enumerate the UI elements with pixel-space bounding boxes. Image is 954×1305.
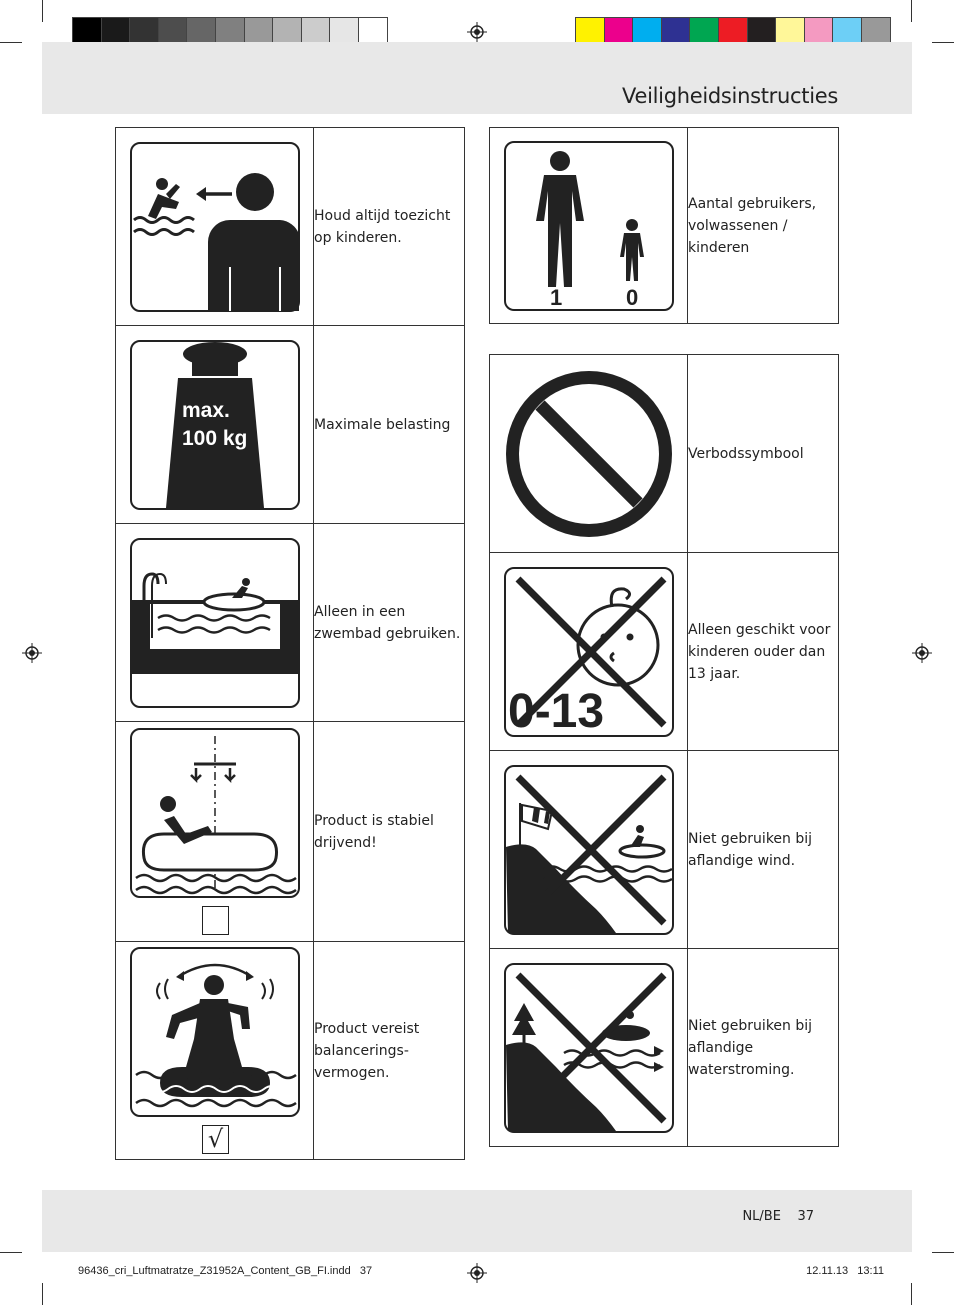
svg-text:0: 0 bbox=[626, 285, 639, 310]
svg-text:1: 1 bbox=[550, 285, 563, 310]
table-row bbox=[490, 355, 839, 553]
crop-mark bbox=[0, 1252, 22, 1253]
crop-mark bbox=[42, 0, 43, 22]
symbol-description: Alleen geschikt voor kinderen ouder dan 13 jaar. bbox=[688, 553, 839, 751]
svg-text:max.: max. bbox=[182, 399, 230, 422]
registration-mark-icon bbox=[467, 1263, 487, 1283]
symbol-description: Niet gebruiken bij aflandige wind. bbox=[688, 751, 839, 949]
crop-mark bbox=[911, 0, 912, 22]
table-row bbox=[490, 553, 839, 751]
symbol-cell bbox=[116, 524, 314, 722]
checked-box: √ bbox=[202, 1125, 229, 1154]
table-row bbox=[490, 128, 839, 324]
no-offshore-wind-icon bbox=[504, 765, 674, 935]
symbol-cell bbox=[116, 326, 314, 524]
crop-mark bbox=[932, 1252, 954, 1253]
safety-symbols-table-right-top bbox=[489, 127, 839, 324]
svg-text:0-13: 0-13 bbox=[508, 685, 605, 737]
swimming-pool-icon bbox=[130, 538, 300, 708]
symbol-cell bbox=[490, 751, 688, 949]
safety-symbols-table-left bbox=[115, 127, 465, 1160]
page-number: NL/BE 37 bbox=[742, 1209, 814, 1224]
symbol-description: Niet gebruiken bij aflandige waterstroming. bbox=[688, 949, 839, 1147]
table-row bbox=[490, 949, 839, 1147]
symbol-description: Alleen in een zwembad gebruiken. bbox=[314, 524, 465, 722]
symbol-cell bbox=[490, 553, 688, 751]
table-row bbox=[116, 128, 465, 326]
symbol-cell bbox=[490, 949, 688, 1147]
symbol-description: Maximale belasting bbox=[314, 326, 465, 524]
table-row bbox=[490, 751, 839, 949]
registration-mark-icon bbox=[22, 643, 42, 663]
users-adult-child-icon bbox=[504, 141, 674, 311]
slug-filename: 96436_cri_Luftmatratze_Z31952A_Content_GB_FI.indd 37 bbox=[78, 1265, 373, 1277]
safety-symbols-table-right-bottom bbox=[489, 354, 839, 1147]
symbol-description: Verbodssymbool bbox=[688, 355, 839, 553]
crop-mark bbox=[42, 1283, 43, 1305]
symbol-cell bbox=[116, 722, 314, 942]
supervise-children-icon bbox=[130, 142, 300, 312]
balance-required-icon bbox=[130, 947, 300, 1117]
crop-mark bbox=[932, 42, 954, 43]
unchecked-box bbox=[202, 906, 229, 935]
symbol-description: Aantal gebruikers, volwassenen / kinderen bbox=[688, 128, 839, 324]
age-0-13-warning-icon bbox=[504, 567, 674, 737]
symbol-cell bbox=[116, 128, 314, 326]
page-title: Veiligheidsinstructies bbox=[622, 84, 838, 108]
svg-text:100 kg: 100 kg bbox=[182, 427, 248, 450]
table-row bbox=[116, 524, 465, 722]
symbol-cell bbox=[490, 128, 688, 324]
crop-mark bbox=[0, 42, 22, 43]
slug-date: 12.11.13 13:11 bbox=[806, 1265, 884, 1277]
crop-mark bbox=[911, 1283, 912, 1305]
no-offshore-current-icon bbox=[504, 963, 674, 1133]
symbol-description: Houd altijd toezicht op kinderen. bbox=[314, 128, 465, 326]
registration-mark-icon bbox=[912, 643, 932, 663]
symbol-cell bbox=[490, 355, 688, 553]
table-row bbox=[116, 326, 465, 524]
prohibition-symbol-icon bbox=[504, 369, 674, 539]
stable-floating-icon bbox=[130, 728, 300, 898]
table-row bbox=[116, 942, 465, 1160]
table-row bbox=[116, 722, 465, 942]
max-load-icon bbox=[130, 340, 300, 510]
symbol-cell bbox=[116, 942, 314, 1160]
symbol-description: Product is stabiel drijvend! bbox=[314, 722, 465, 942]
registration-mark-icon bbox=[467, 22, 487, 42]
symbol-description: Product vereist balancerings-vermogen. bbox=[314, 942, 465, 1160]
